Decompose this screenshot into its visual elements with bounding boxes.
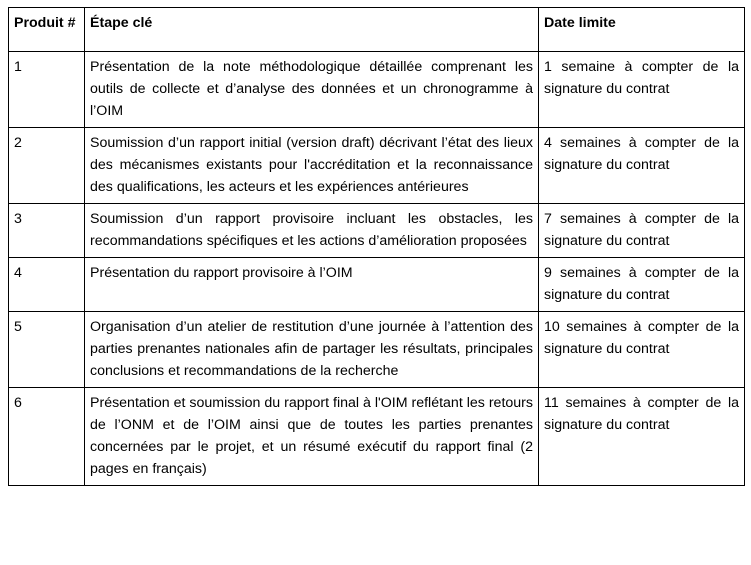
step-description: Présentation et soumission du rapport final à l'OIM reflétant les retours de l’ONM et de l’OIM ainsi que de toutes les parties prenantes concernées par le projet, et un résumé exécutif du rapport final (2 pages en français)	[85, 388, 539, 486]
header-deadline: Date limite	[539, 8, 745, 52]
product-number: 4	[9, 258, 85, 312]
deliverables-table	[8, 7, 745, 486]
step-description: Organisation d’un atelier de restitution d’une journée à l’attention des parties prenantes nationales afin de partager les résultats, principales conclusions et recommandations de la recherche	[85, 312, 539, 388]
header-product: Produit #	[9, 8, 85, 52]
deadline: 4 semaines à compter de la signature du contrat	[539, 128, 745, 204]
table-row	[9, 312, 745, 388]
deadline: 9 semaines à compter de la signature du contrat	[539, 258, 745, 312]
table-row	[9, 52, 745, 128]
product-number: 2	[9, 128, 85, 204]
product-number: 3	[9, 204, 85, 258]
deadline: 11 semaines à compter de la signature du contrat	[539, 388, 745, 486]
header-step: Étape clé	[85, 8, 539, 52]
step-description: Présentation du rapport provisoire à l’OIM	[85, 258, 539, 312]
step-description: Soumission d’un rapport initial (version draft) décrivant l’état des lieux des mécanismes existants pour l'accréditation et la reconnaissance des qualifications, les acteurs et les expériences antérieures	[85, 128, 539, 204]
product-number: 5	[9, 312, 85, 388]
table-row	[9, 388, 745, 486]
table-row	[9, 258, 745, 312]
table-header-row	[9, 8, 745, 52]
product-number: 6	[9, 388, 85, 486]
step-description: Soumission d’un rapport provisoire incluant les obstacles, les recommandations spécifiques et les actions d’amélioration proposées	[85, 204, 539, 258]
table-row	[9, 204, 745, 258]
step-description: Présentation de la note méthodologique détaillée comprenant les outils de collecte et d’analyse des données et un chronogramme à l’OIM	[85, 52, 539, 128]
deadline: 7 semaines à compter de la signature du contrat	[539, 204, 745, 258]
deadline: 1 semaine à compter de la signature du contrat	[539, 52, 745, 128]
deadline: 10 semaines à compter de la signature du contrat	[539, 312, 745, 388]
product-number: 1	[9, 52, 85, 128]
table-row	[9, 128, 745, 204]
